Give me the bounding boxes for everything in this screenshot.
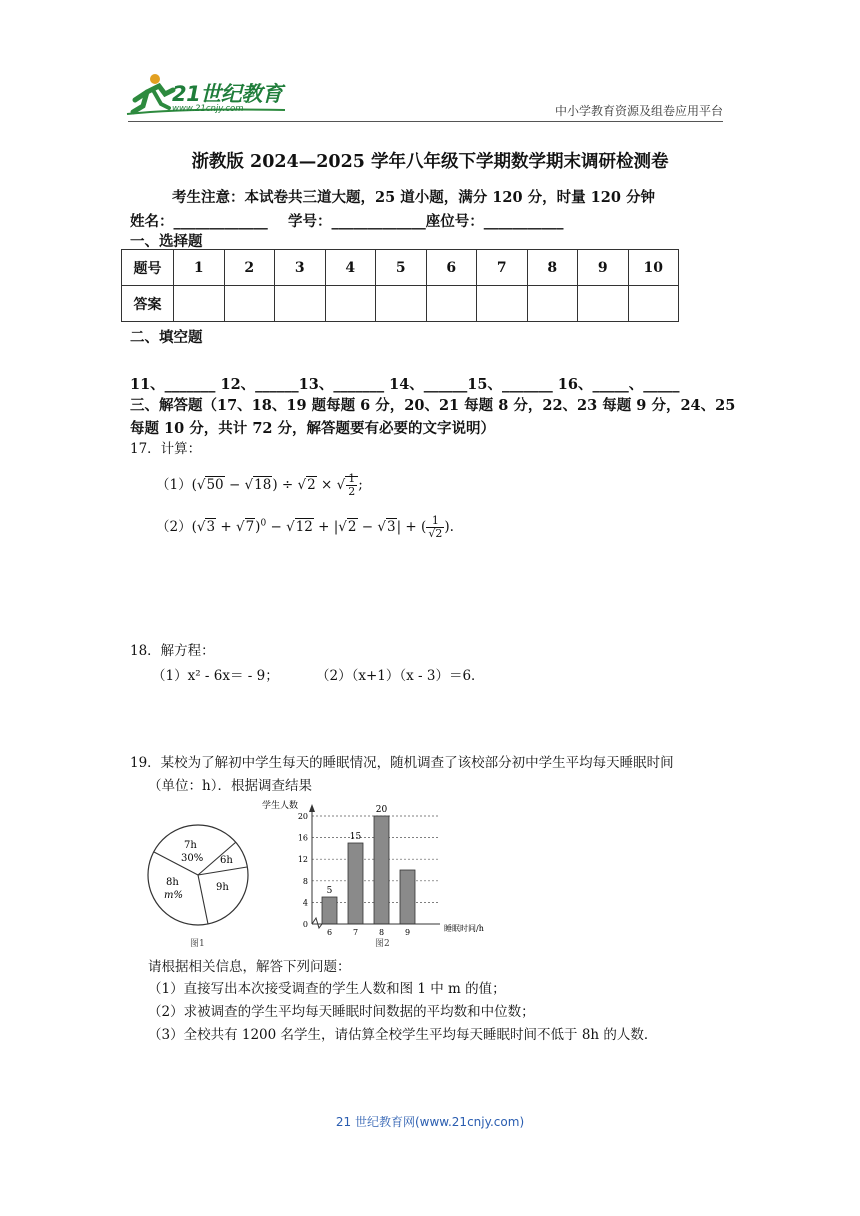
y-tick-label: 20 bbox=[297, 812, 308, 821]
q19-stem-line2: （单位：h）．根据调查结果 bbox=[148, 778, 312, 794]
x-axis-title: 睡眠时间/h bbox=[444, 924, 484, 933]
student-info-fields: 姓名：_____________ 学号：_____________座位号：___________ bbox=[130, 213, 564, 230]
answer-cell[interactable] bbox=[174, 286, 225, 322]
q18-stem: 18．解方程： bbox=[130, 643, 215, 659]
q19-stem-line1: 19．某校为了解初中学生每天的睡眠情况，随机调查了该校部分初中学生平均每天睡眠时间 bbox=[130, 755, 674, 771]
pie-label: 9h bbox=[216, 882, 229, 893]
section-choice-heading: 一、选择题 bbox=[130, 233, 203, 250]
q17-part2-label: （2） bbox=[156, 519, 192, 535]
exam-title: 浙教版 2024—2025 学年八年级下学期数学期末调研检测卷 bbox=[191, 152, 669, 172]
bar bbox=[374, 816, 389, 924]
pie-label: 8h bbox=[166, 877, 179, 888]
y-tick-label: 0 bbox=[302, 920, 308, 929]
header-divider bbox=[128, 121, 723, 122]
pie-chart-figure1 bbox=[140, 810, 260, 950]
exam-notice: 考生注意：本试卷共三道大题，25 道小题，满分 120 分，时量 120 分钟 bbox=[172, 189, 655, 206]
bar bbox=[348, 843, 363, 924]
answer-cell[interactable] bbox=[578, 286, 629, 322]
bar bbox=[322, 897, 337, 924]
y-tick-label: 12 bbox=[297, 855, 308, 865]
q19-part3: （3）全校共有 1200 名学生，请估算全校学生平均每天睡眠时间不低于 8h 的人数． bbox=[148, 1027, 658, 1043]
table-row bbox=[122, 250, 679, 286]
table-row-header: 题号 bbox=[122, 250, 174, 286]
x-tick-label: 6 bbox=[326, 928, 333, 937]
q17-part1: （1）(√50 − √18) ÷ √2 × √ $\frac{1}{2}$ ; bbox=[156, 472, 363, 498]
q19-part1: （1）直接写出本次接受调查的学生人数和图 1 中 m 的值； bbox=[148, 981, 506, 997]
q17-stem: 17．计算： bbox=[130, 441, 202, 457]
footer-link[interactable]: 21 世纪教育网(www.21cnjy.com) bbox=[335, 1115, 525, 1129]
bar-data-label: 20 bbox=[375, 805, 388, 815]
pie-label: m% bbox=[164, 890, 183, 901]
question-number: 9 bbox=[578, 250, 629, 286]
pie-label: 6h bbox=[220, 855, 233, 866]
chart-caption: 图2 bbox=[375, 939, 390, 949]
table-row bbox=[122, 286, 679, 322]
y-tick-label: 16 bbox=[297, 833, 308, 843]
answer-cell[interactable] bbox=[477, 286, 528, 322]
question-number: 2 bbox=[224, 250, 275, 286]
x-tick-label: 7 bbox=[352, 928, 359, 937]
q18-part2: （2）（x+1）（x - 3）＝6． bbox=[316, 668, 485, 684]
question-number: 7 bbox=[477, 250, 528, 286]
question-number: 5 bbox=[376, 250, 427, 286]
bar-data-label: 15 bbox=[349, 832, 362, 842]
bar-chart-figure2 bbox=[262, 798, 502, 950]
answer-cell[interactable] bbox=[224, 286, 275, 322]
pie-caption: 图1 bbox=[190, 939, 205, 949]
logo-text: 21世纪教育 bbox=[172, 82, 283, 106]
question-number: 6 bbox=[426, 250, 477, 286]
y-axis-title: 学生人数 bbox=[262, 801, 299, 811]
question-number: 4 bbox=[325, 250, 376, 286]
y-tick-label: 4 bbox=[302, 898, 308, 908]
q17-part2: $(2)(√3 + √7)^0 - √12 + |√2 - √3|$ + ( $\frac{1}{√2}$ ). bbox=[156, 514, 454, 540]
fill-blank-line: 11、_______ 12、______13、_______ 14、______15、_______ 16、_____、_____ bbox=[130, 376, 680, 393]
section-fill-heading: 二、填空题 bbox=[130, 329, 203, 346]
bar bbox=[400, 870, 415, 924]
q17-part1-label: （1） bbox=[156, 477, 192, 493]
answer-table bbox=[121, 249, 679, 322]
y-tick-label: 8 bbox=[302, 876, 308, 886]
q19-prompt: 请根据相关信息，解答下列问题： bbox=[148, 959, 351, 975]
logo-url: www.21cnjy.com bbox=[172, 104, 244, 114]
answer-cell[interactable] bbox=[426, 286, 477, 322]
platform-tagline: 中小学教育资源及组卷应用平台 bbox=[554, 104, 723, 118]
pie-label: 7h bbox=[184, 840, 197, 851]
pie-label: 30% bbox=[181, 853, 204, 864]
question-number: 8 bbox=[527, 250, 578, 286]
x-tick-label: 8 bbox=[378, 928, 385, 937]
table-row-header: 答案 bbox=[122, 286, 174, 322]
question-number: 3 bbox=[275, 250, 326, 286]
question-number: 1 bbox=[174, 250, 225, 286]
question-number: 10 bbox=[628, 250, 679, 286]
answer-cell[interactable] bbox=[325, 286, 376, 322]
answer-cell[interactable] bbox=[527, 286, 578, 322]
q19-part2: （2）求被调查的学生平均每天睡眠时间数据的平均数和中位数； bbox=[148, 1004, 535, 1020]
answer-cell[interactable] bbox=[376, 286, 427, 322]
answer-cell[interactable] bbox=[628, 286, 679, 322]
q18-part1: （1）x² - 6x＝ - 9； bbox=[152, 668, 279, 684]
answer-cell[interactable] bbox=[275, 286, 326, 322]
bar-data-label: 5 bbox=[326, 886, 333, 896]
x-tick-label: 9 bbox=[404, 928, 411, 937]
section-solve-heading: 三、解答题（17、18、19 题每题 6 分，20、21 每题 8 分，22、23 每题 9 分，24、25 每题 10 分，共计 72 分，解答题要有必要的文字说明） bbox=[130, 397, 736, 437]
